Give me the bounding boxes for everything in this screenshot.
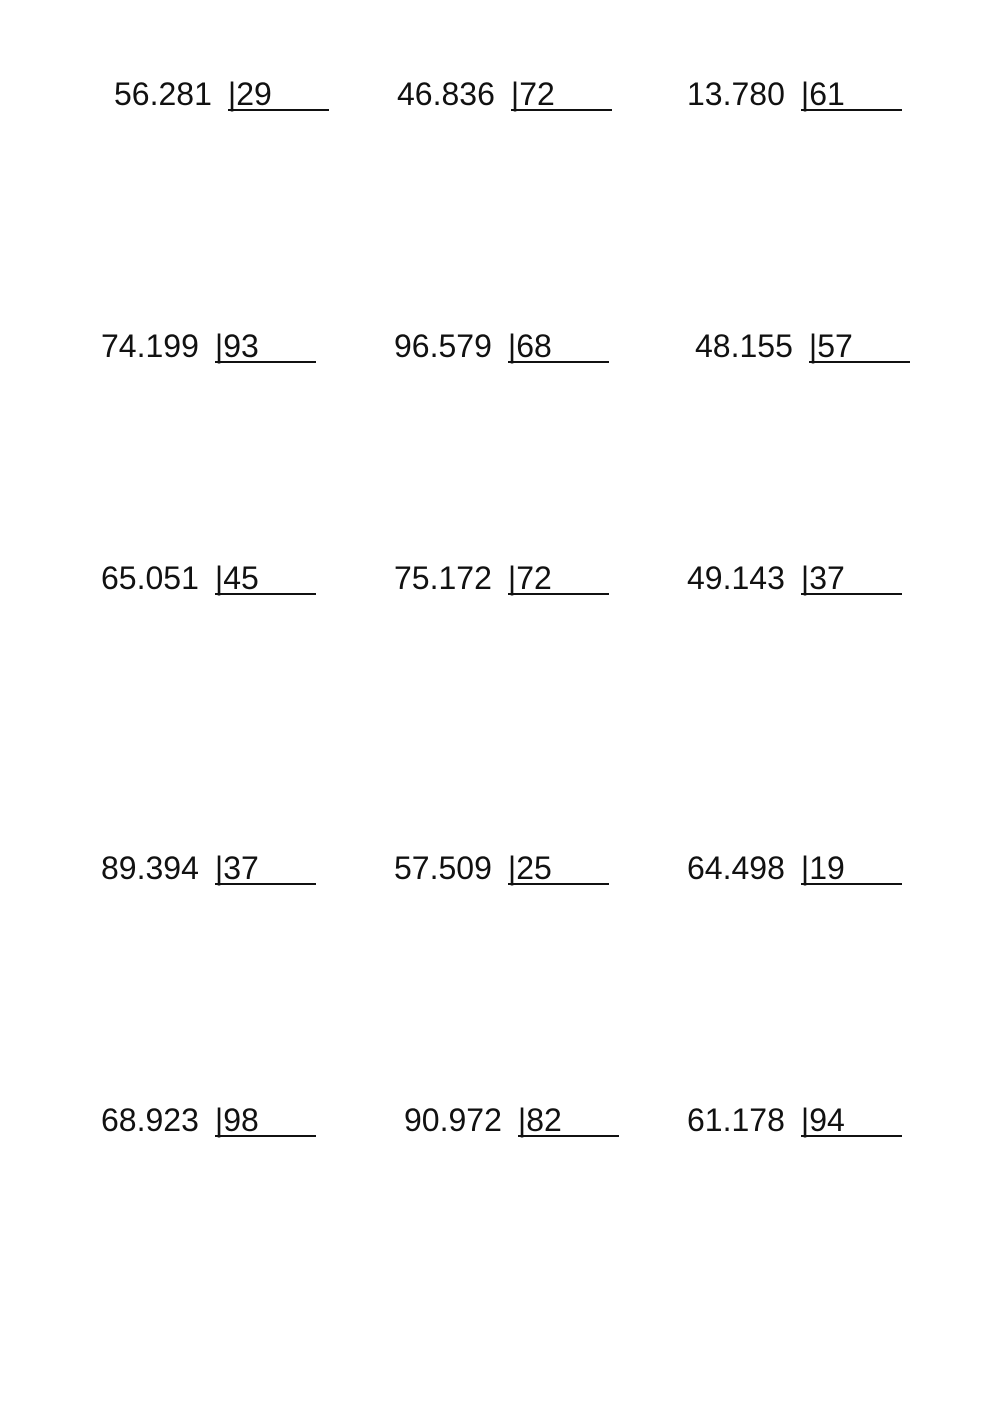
divisor-answer-line (215, 1100, 316, 1140)
division-problem (404, 1100, 619, 1140)
divisor: |72 (510, 76, 555, 112)
divisor: |45 (214, 560, 259, 596)
divisor-answer-line (215, 558, 316, 598)
division-problem (687, 558, 902, 598)
division-problem (101, 326, 316, 366)
dividend: 46.836 (397, 76, 495, 112)
divisor-answer-line (215, 326, 316, 366)
division-problem (397, 74, 612, 114)
dividend: 64.498 (687, 850, 785, 886)
divisor-answer-line (801, 848, 902, 888)
divisor-answer-line (518, 1100, 619, 1140)
division-problem (687, 74, 902, 114)
division-problem (687, 848, 902, 888)
division-problem (394, 326, 609, 366)
divisor-answer-line (801, 1100, 902, 1140)
dividend: 68.923 (101, 1102, 199, 1138)
division-problem (114, 74, 329, 114)
divisor-answer-line (228, 74, 329, 114)
divisor-answer-line (511, 74, 612, 114)
divisor: |57 (808, 328, 853, 364)
dividend: 90.972 (404, 1102, 502, 1138)
divisor: |19 (800, 850, 845, 886)
divisor: |98 (214, 1102, 259, 1138)
divisor: |94 (800, 1102, 845, 1138)
division-problem (687, 1100, 902, 1140)
divisor-answer-line (508, 558, 609, 598)
divisor-answer-line (809, 326, 910, 366)
division-problem (101, 558, 316, 598)
division-problem (394, 848, 609, 888)
divisor-answer-line (801, 74, 902, 114)
divisor-answer-line (215, 848, 316, 888)
dividend: 74.199 (101, 328, 199, 364)
dividend: 57.509 (394, 850, 492, 886)
divisor-answer-line (508, 848, 609, 888)
divisor: |72 (507, 560, 552, 596)
division-problem (101, 1100, 316, 1140)
divisor: |29 (227, 76, 272, 112)
dividend: 48.155 (695, 328, 793, 364)
divisor: |93 (214, 328, 259, 364)
dividend: 61.178 (687, 1102, 785, 1138)
divisor: |61 (800, 76, 845, 112)
dividend: 56.281 (114, 76, 212, 112)
division-problem (695, 326, 910, 366)
division-problem (101, 848, 316, 888)
divisor: |68 (507, 328, 552, 364)
divisor: |37 (800, 560, 845, 596)
dividend: 49.143 (687, 560, 785, 596)
dividend: 96.579 (394, 328, 492, 364)
dividend: 89.394 (101, 850, 199, 886)
divisor-answer-line (801, 558, 902, 598)
dividend: 75.172 (394, 560, 492, 596)
divisor-answer-line (508, 326, 609, 366)
dividend: 65.051 (101, 560, 199, 596)
divisor: |25 (507, 850, 552, 886)
dividend: 13.780 (687, 76, 785, 112)
divisor: |82 (517, 1102, 562, 1138)
divisor: |37 (214, 850, 259, 886)
division-problem (394, 558, 609, 598)
